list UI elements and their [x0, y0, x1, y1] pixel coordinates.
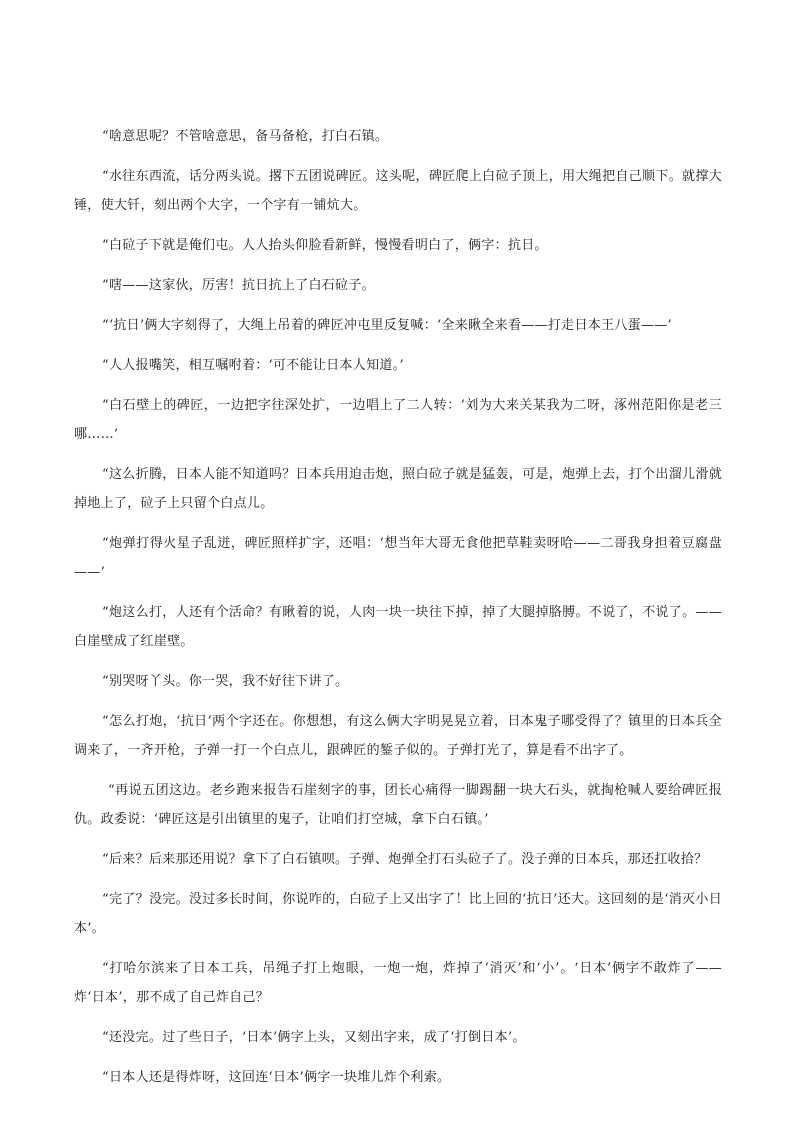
- paragraph: “嗐——这家伙，厉害！抗日抗上了白石砬子。: [102, 278, 375, 293]
- paragraph: “完了？没完。没过多长时间，你说咋的，白砬子上又出字了！比上回的‘抗日’还大。这回刻的是‘消灭小日本’。: [74, 892, 722, 936]
- paragraph: “白砬子下就是俺们屯。人人抬头仰脸看新鲜，慢慢看明白了，俩字：抗日。: [102, 238, 548, 253]
- paragraph: “别哭呀丫头。你一哭，我不好往下讲了。: [102, 674, 349, 689]
- paragraph: “再说五团这边。老乡跑来报告石崖刻字的事，团长心痛得一脚踢翻一块大石头，就掏枪喊人要给碑匠报仇。政委说：‘碑匠这是引出镇里的鬼子，让咱们打空城，拿下白石镇。’: [74, 783, 722, 827]
- paragraph: “‘抗日’俩大字刻得了，大绳上吊着的碑匠冲屯里反复喊：‘全来瞅全来看——打走日本王八蛋——’: [102, 318, 672, 333]
- document-body: [74, 122, 722, 1103]
- paragraph: “还没完。过了些日子，‘日本’俩字上头，又刻出字来，成了‘打倒日本’。: [102, 1030, 526, 1045]
- paragraph: “后来？后来那还用说？拿下了白石镇呗。子弹、炮弹全打石头砬子了。没子弹的日本兵，那还扛收拾？: [102, 852, 708, 867]
- paragraph: “啥意思呢？不管啥意思，备马备枪，打白石镇。: [102, 129, 389, 144]
- paragraph: “水往东西流，话分两头说。撂下五团说碑匠。这头呢，碑匠爬上白砬子顶上，用大绳把自己顺下。就撑大锤，使大钎，刻出两个大字，一个字有一铺炕大。: [74, 169, 722, 213]
- paragraph: “人人报嘴笑，相互嘱咐着：‘可不能让日本人知道。’: [102, 358, 404, 373]
- paragraph: “炮这么打，人还有个活命？有瞅着的说，人肉一块一块往下掉，掉了大腿掉胳膊。不说了，不说了。——白崖壁成了红崖壁。: [74, 605, 722, 649]
- paragraph: “打哈尔滨来了日本工兵，吊绳子打上炮眼，一炮一炮，炸掉了‘消灭’和‘小’。‘日本’俩字不敢炸了——炸‘日本’，那不成了自己炸自己？: [74, 961, 722, 1005]
- paragraph: “这么折腾，日本人能不知道吗？日本兵用迫击炮，照白砬子就是猛轰，可是，炮弹上去，打个出溜儿滑就掉地上了，砬子上只留个白点儿。: [74, 467, 722, 511]
- paragraph: “炮弹打得火星子乱迸，碑匠照样扩字，还唱：‘想当年大哥无食他把草鞋卖呀哈——二哥我身担着豆腐盘——’: [74, 536, 722, 580]
- paragraph: “白石壁上的碑匠，一边把字往深处扩，一边唱上了二人转：‘刘为大来关某我为二呀，涿州范阳你是老三哪……’: [74, 398, 722, 442]
- paragraph: “怎么打炮，‘抗日’两个字还在。你想想，有这么俩大字明晃晃立着，日本鬼子哪受得了？镇里的日本兵全调来了，一齐开枪，子弹一打一个白点儿，跟碑匠的錾子似的。子弹打光了，算是看不出字了。: [74, 714, 722, 758]
- paragraph: “日本人还是得炸呀，这回连‘日本’俩字一块堆儿炸个利索。: [102, 1070, 451, 1085]
